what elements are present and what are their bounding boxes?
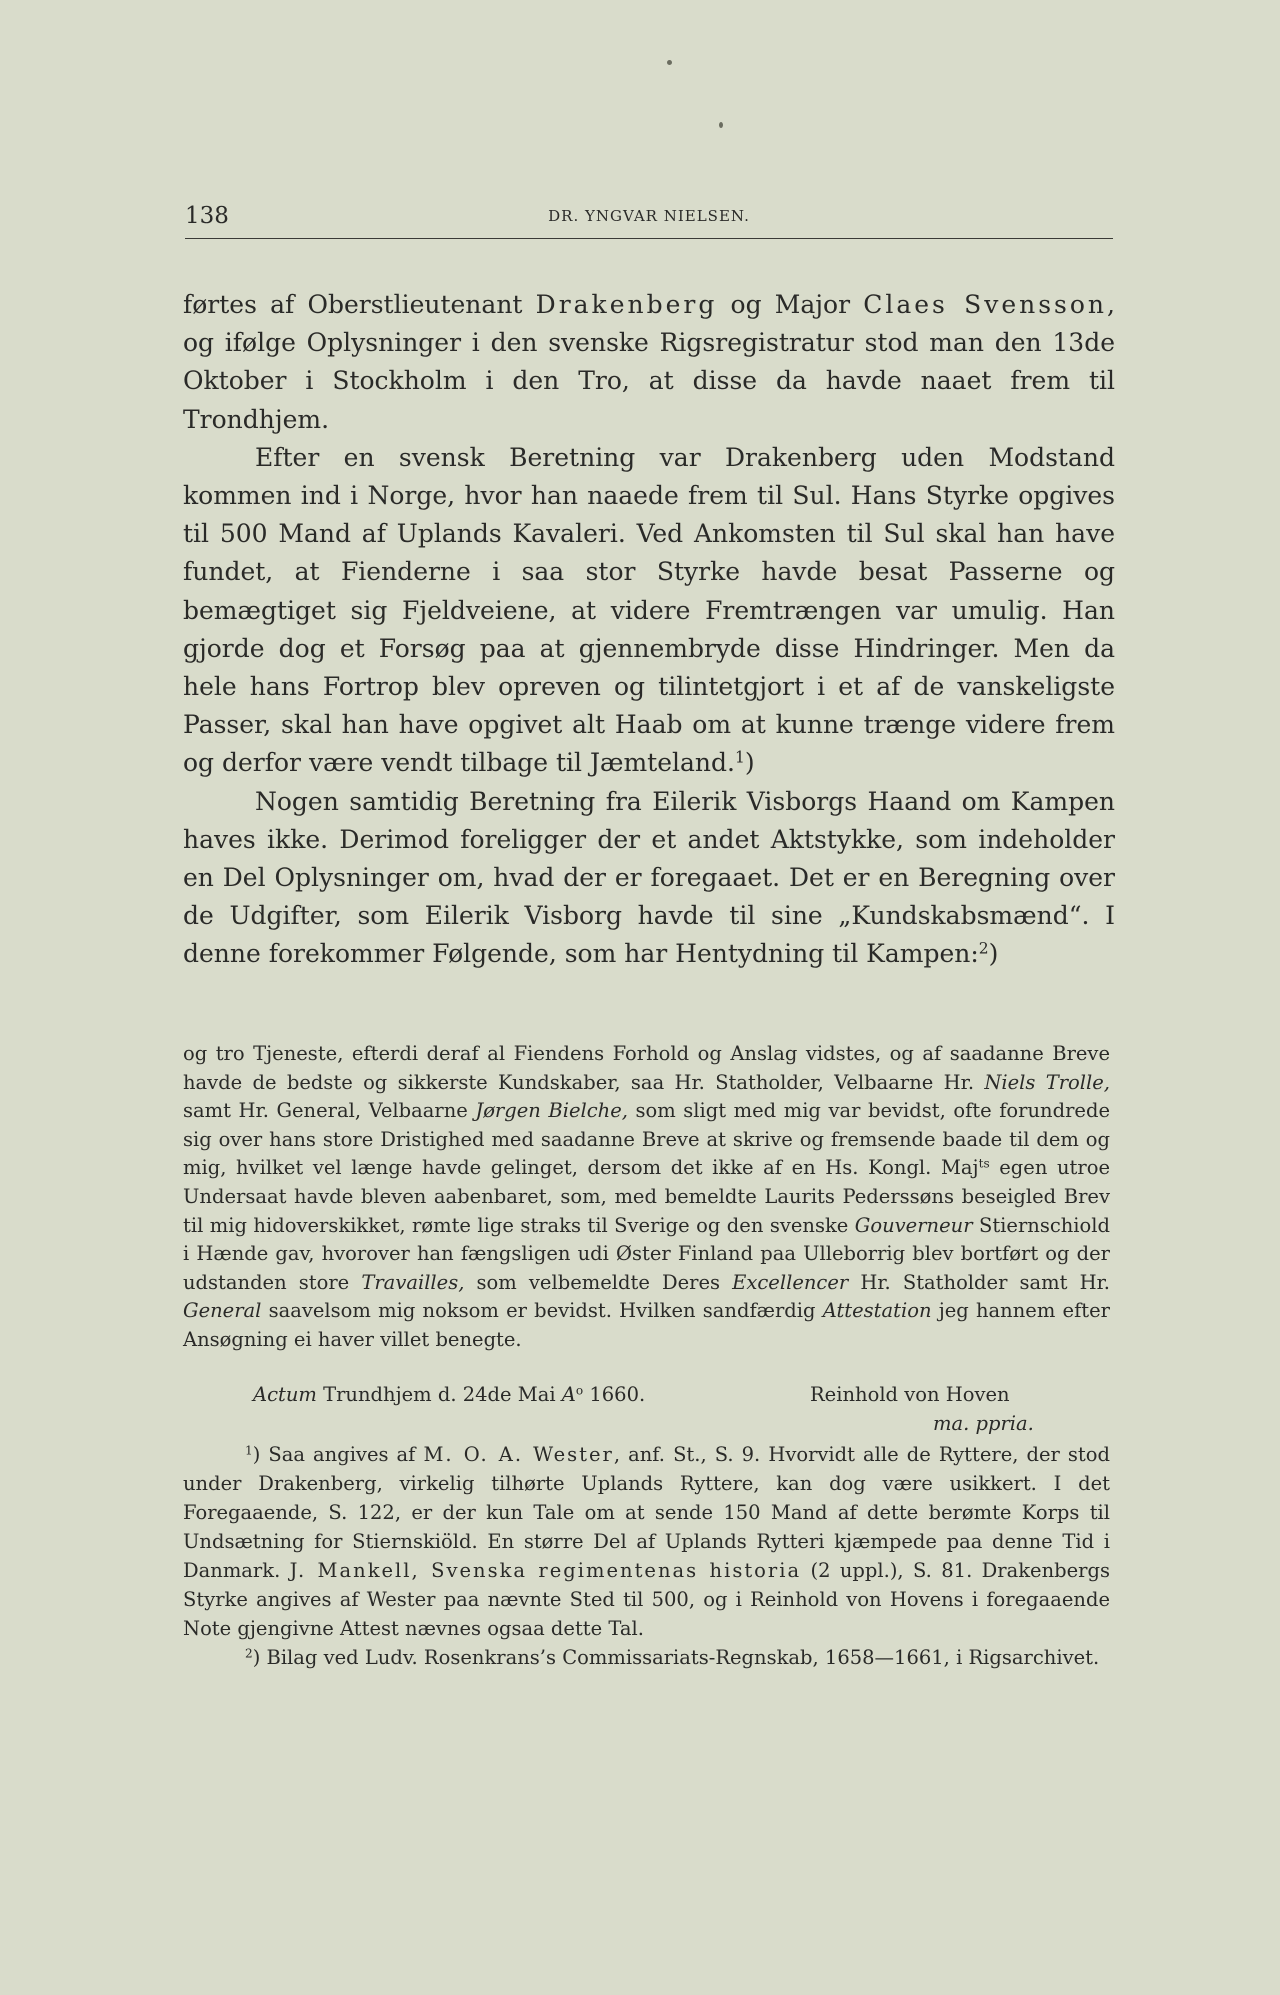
manu-propria: ma. ppria.	[933, 1412, 1034, 1435]
signature-name: Reinhold von Hoven	[810, 1383, 1010, 1406]
italic-run: Excellencer	[732, 1270, 849, 1294]
text-run: , og ifølge Oplysninger i den svenske Rigsregistratur stod man den 13de Oktober i Stockholm i den Tro, at disse da havde naaet frem til Trondhjem.	[183, 290, 1115, 434]
italic-run: A	[561, 1383, 576, 1406]
spaced-title: J. Mankell, Svenska regimentenas historia	[289, 1559, 802, 1582]
text-run: ) Saa angives af	[252, 1443, 424, 1466]
quote-paragraph	[183, 1040, 1110, 1355]
text-run: som sligt med mig var bevidst, ofte forundrede sig over hans store Dristighed med saadanne Breve at skrive og fremsende baade til dem og mig, hvilket vel længe havde gelinget, dersom det ikke af en Hs. Kongl. Maj	[183, 1099, 1110, 1180]
spaced-name: Claes Svensson	[863, 290, 1108, 319]
paragraph	[183, 286, 1115, 439]
italic-run: Actum	[253, 1383, 317, 1406]
page-number: 138	[185, 203, 229, 229]
italic-run: Niels Trolle,	[984, 1070, 1111, 1094]
text-run: )	[744, 748, 755, 778]
paragraph	[183, 439, 1115, 783]
paragraph	[183, 783, 1115, 974]
header-rule	[185, 238, 1113, 239]
italic-run: Travailles,	[361, 1270, 465, 1294]
main-text	[183, 286, 1115, 974]
text-run: og Major	[717, 290, 864, 319]
superscript: ts	[978, 1156, 990, 1171]
text-run: )	[988, 939, 999, 969]
text-run: Hr. Statholder samt Hr.	[848, 1270, 1110, 1294]
text-run: 1660.	[583, 1383, 646, 1406]
text-run: som velbemeldte Deres	[464, 1270, 733, 1294]
dateline	[253, 1381, 1043, 1409]
footnote	[183, 1440, 1110, 1643]
text-run: saavelsom mig noksom er bevidst. Hvilken sandfærdig	[261, 1299, 823, 1323]
footnote-ref: 2	[978, 939, 989, 958]
running-title: DR. YNGVAR NIELSEN.	[548, 207, 750, 225]
spaced-name: M. O. A. Wester	[423, 1443, 614, 1466]
text-run: samt Hr. General, Velbaarne	[183, 1099, 476, 1123]
paper-speck	[719, 122, 723, 128]
text-run: ) Bilag ved Ludv. Rosenkrans’s Commissariats-Regnskab, 1658—1661, i Rigsarchivet.	[252, 1646, 1100, 1669]
text-run: jeg hannem efter Ansøgning ei haver villet benegte.	[183, 1299, 1110, 1351]
italic-run: General	[183, 1299, 262, 1323]
spaced-name: Drakenberg	[535, 290, 718, 319]
footnote	[183, 1643, 1110, 1672]
text-run: , anf. St., S. 9. Hvorvidt alle de Ryttere, der stod under Drakenberg, virkelig tilhørte Uplands Ryttere, kan dog være usikkert. I det Foregaaende, S. 122, er der kun Tale om at sende 150 Mand af dette berømte Korps til Undsætning for Stiernskiöld. En større Del af Uplands Rytteri kjæmpede paa denne Tid i Danmark.	[183, 1443, 1110, 1582]
text-run: og tro Tjeneste, efterdi deraf al Fiendens Forhold og Anslag vidstes, og af saadanne Breve havde de bedste og sikkerste Kundskaber, saa Hr. Statholder, Velbaarne Hr.	[183, 1042, 1110, 1094]
text-run: Stiernschiold i Hænde gav, hvorover han fængsligen udi Øster Finland paa Ulleborrig blev bortført og der udstanden store	[183, 1213, 1111, 1294]
paper-speck	[667, 60, 672, 65]
dateline-place-date	[253, 1381, 645, 1410]
running-head	[185, 203, 1113, 237]
superscript: o	[575, 1383, 584, 1398]
text-run: førtes af Oberstlieutenant	[183, 290, 536, 319]
text-run: (2 uppl.), S. 81. Drakenbergs Styrke angives af Wester paa nævnte Sted til 500, og i Reinhold von Hovens i foregaaende Note gjengivne Attest nævnes ogsaa dette Tal.	[183, 1559, 1110, 1640]
italic-run: Jørgen Bielche,	[475, 1099, 628, 1123]
footnote-ref: 1	[734, 748, 745, 767]
footnotes	[183, 1440, 1110, 1672]
footnote-marker: 2	[245, 1646, 253, 1661]
text-run: Nogen samtidig Beretning fra Eilerik Visborgs Haand om Kampen haves ikke. Derimod foreligger der et andet Aktstykke, som indeholder en Del Oplysninger om, hvad der er foregaaet. Det er en Beregning over de Udgifter, som Eilerik Visborg havde til sine „Kundskabsmænd“. I denne forekommer Følgende, som har Hentydning til Kampen:	[183, 786, 1115, 969]
quoted-document	[183, 1040, 1110, 1355]
footnote-marker: 1	[245, 1443, 253, 1458]
italic-run: Attestation	[822, 1299, 932, 1323]
text-run: egen utroe Undersaat havde bleven aabenbaret, som, med bemeldte Laurits Pederssøns beseigled Brev til mig hidoverskikket, rømte lige straks til Sverige og den svenske	[183, 1156, 1110, 1237]
italic-run: Gouverneur	[854, 1213, 973, 1237]
text-run: Trundhjem d. 24de Mai	[316, 1383, 562, 1406]
text-run: Efter en svensk Beretning var Drakenberg uden Modstand kommen ind i Norge, hvor han naaede frem til Sul. Hans Styrke opgives til 500 Mand af Uplands Kavaleri. Ved Ankomsten til Sul skal han have fundet, at Fienderne i saa stor Styrke havde besat Passerne og bemægtiget sig Fjeldveiene, at videre Fremtrængen var umulig. Han gjorde dog et Forsøg paa at gjennembryde disse Hindringer. Men da hele hans Fortrop blev opreven og tilintetgjort i et af de vanskeligste Passer, skal han have opgivet alt Haab om at kunne trænge videre frem og derfor være vendt tilbage til Jæmteland.	[183, 442, 1115, 778]
